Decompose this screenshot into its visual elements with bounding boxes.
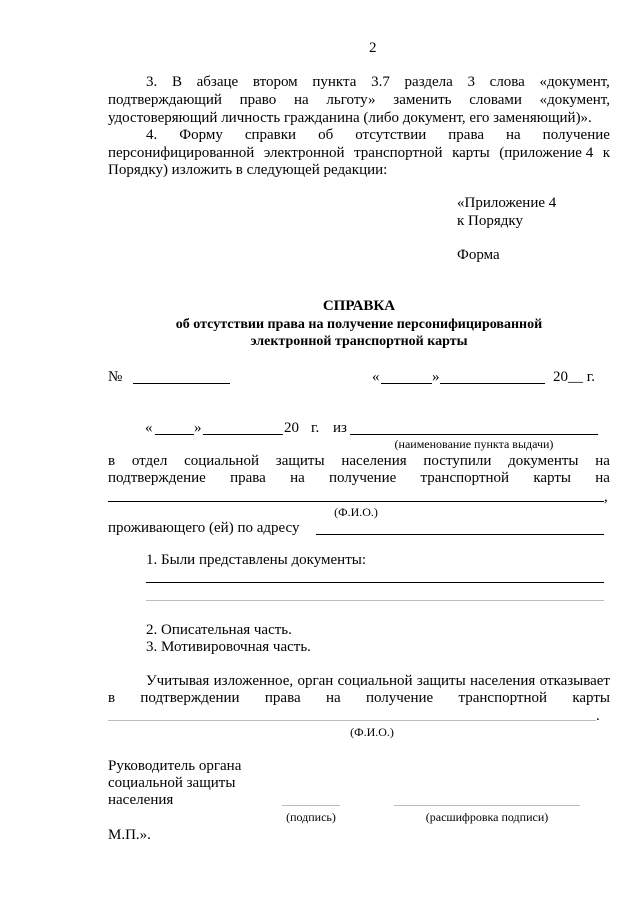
dept-comma: ,	[604, 489, 608, 505]
address-label: проживающего (ей) по адресу	[108, 520, 300, 536]
section-descriptive: 2. Описательная часть.	[146, 622, 292, 638]
conclusion-line2: в подтверждении права на получение транспортной карты	[108, 690, 610, 706]
date-quote-close: »	[432, 369, 440, 385]
date-month-field[interactable]	[440, 383, 545, 384]
docs-field-2[interactable]	[146, 600, 604, 601]
appendix-form: Форма	[457, 247, 500, 263]
item4-line3: Порядку) изложить в следующей редакции:	[108, 162, 388, 178]
item3-line2: подтверждающий право на льготу» заменить словами «документ,	[108, 92, 610, 108]
applicant-fio-field[interactable]	[108, 501, 604, 502]
date-quote-open: «	[372, 369, 380, 385]
received-year: 20	[284, 420, 299, 436]
date-year: 20__ г.	[553, 369, 595, 385]
received-quote-close: »	[194, 420, 202, 436]
item3-line1: 3. В абзаце втором пункта 3.7 раздела 3 слова «документ,	[146, 74, 610, 90]
signature-decode-field[interactable]	[394, 805, 580, 806]
conclusion-line1: Учитывая изложенное, орган социальной защиты населения отказывает	[146, 673, 610, 689]
received-g: г.	[311, 420, 320, 436]
received-month-field[interactable]	[203, 434, 283, 435]
dept-line2: подтверждение права на получение транспортной карты на	[108, 470, 610, 486]
item3-line3: удостоверяющий личность гражданина (либо документ, его заменяющий)».	[108, 110, 592, 126]
refusal-fio-caption: (Ф.И.О.)	[350, 725, 394, 739]
signature-caption: (подпись)	[286, 810, 336, 824]
issue-point-field[interactable]	[350, 434, 598, 435]
address-field[interactable]	[316, 534, 604, 535]
signature-field[interactable]	[282, 805, 340, 806]
number-field[interactable]	[133, 383, 230, 384]
received-quote-open: «	[145, 420, 153, 436]
applicant-fio-caption: (Ф.И.О.)	[334, 505, 378, 519]
appendix-line2: к Порядку	[457, 213, 523, 229]
head-title-3: населения	[108, 792, 174, 808]
refusal-fio-field[interactable]	[108, 720, 596, 721]
date-day-field[interactable]	[381, 383, 432, 384]
doc-title: СПРАВКА	[322, 298, 396, 314]
number-sign: №	[108, 369, 123, 385]
received-from: из	[333, 420, 347, 436]
conclusion-period: .	[596, 708, 600, 724]
doc-subtitle-2: электронной транспортной карты	[250, 334, 468, 349]
issue-point-caption: (наименование пункта выдачи)	[394, 437, 554, 451]
dept-line1: в отдел социальной защиты населения поступили документы на	[108, 453, 610, 469]
item4-line1: 4. Форму справки об отсутствии права на получение	[146, 127, 610, 143]
stamp-place: М.П.».	[108, 827, 151, 843]
section-motivation: 3. Мотивировочная часть.	[146, 639, 311, 655]
head-title-1: Руководитель органа	[108, 758, 242, 774]
page-number: 2	[369, 40, 377, 56]
docs-field-1[interactable]	[146, 582, 604, 583]
signature-decode-caption: (расшифровка подписи)	[425, 810, 549, 824]
head-title-2: социальной защиты	[108, 775, 236, 791]
received-day-field[interactable]	[155, 434, 194, 435]
item4-line2: персонифицированной электронной транспортной карты (приложение 4 к	[108, 145, 610, 161]
section-docs: 1. Были представлены документы:	[146, 552, 366, 568]
doc-subtitle-1: об отсутствии права на получение персонифицированной	[175, 317, 543, 332]
appendix-line1: «Приложение 4	[457, 195, 557, 211]
